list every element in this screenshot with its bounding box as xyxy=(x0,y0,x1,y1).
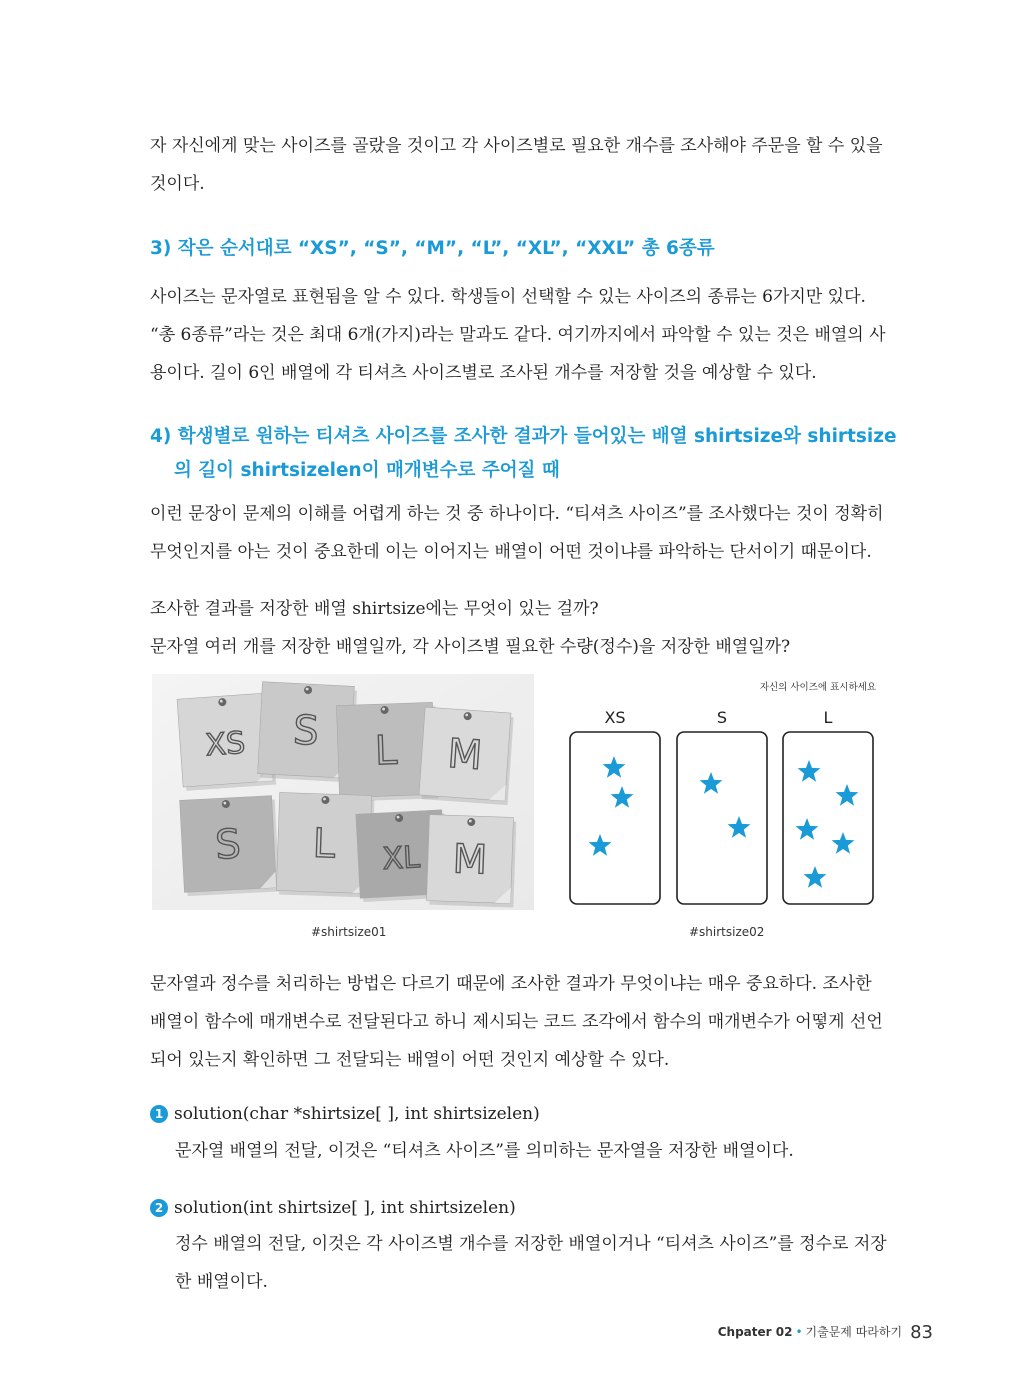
sticky-note xyxy=(180,795,280,896)
size-column-label: L xyxy=(823,708,833,727)
diagram-caption: #shirtsize02 xyxy=(689,925,765,939)
size-column-label: XS xyxy=(604,708,626,727)
section-3-paragraph xyxy=(150,278,900,392)
size-box xyxy=(677,732,767,904)
item-2-description xyxy=(175,1225,905,1301)
item-2-number-badge: 2 xyxy=(150,1199,168,1217)
photo-caption: #shirtsize01 xyxy=(311,925,387,939)
sticky-note-label: L xyxy=(312,820,336,868)
item-1-number-badge: 1 xyxy=(150,1105,168,1123)
section-4-paragraph xyxy=(150,495,900,571)
sticky-note xyxy=(426,815,516,908)
footer-separator: • xyxy=(795,1325,803,1339)
item-2-signature xyxy=(150,1193,516,1223)
sticky-notes-photo xyxy=(152,674,534,910)
sticky-note-label: M xyxy=(446,730,484,780)
section-3-heading: 3) 작은 순서대로 “XS”, “S”, “M”, “L”, “XL”, “XXL” 총 6종류 xyxy=(150,238,715,259)
sticky-note-label: L xyxy=(374,727,398,775)
size-column xyxy=(677,708,767,904)
explanation-line-1: 문자열과 정수를 처리하는 방법은 다르기 때문에 조사한 결과가 무엇이냐는 매우 중요하다. 조사한 xyxy=(150,974,872,994)
section-4-questions xyxy=(150,590,900,666)
item-1-code: solution(char *shirtsize[ ], int shirtsizelen) xyxy=(174,1104,540,1124)
item-2-desc-line-2: 한 배열이다. xyxy=(175,1272,268,1292)
size-column xyxy=(783,708,873,904)
question-line-2: 문자열 여러 개를 저장한 배열일까, 각 사이즈별 필요한 수량(정수)을 저장한 배열일까? xyxy=(150,637,791,657)
item-2-code: solution(int shirtsize[ ], int shirtsizelen) xyxy=(174,1198,516,1218)
sticky-note xyxy=(419,707,514,805)
size-selection-diagram xyxy=(556,676,901,908)
section-4-heading-line-2: 의 길이 shirtsizelen이 매개변수로 주어질 때 xyxy=(174,460,560,481)
section-4-heading xyxy=(150,420,910,488)
item-1-description: 문자열 배열의 전달, 이것은 “티셔츠 사이즈”를 의미하는 문자열을 저장한 배열이다. xyxy=(175,1141,794,1161)
section-4-line-2: 무엇인지를 아는 것이 중요한데 이는 이어지는 배열이 어떤 것이냐를 파악하는 단서이기 때문이다. xyxy=(150,542,872,562)
sticky-note-label: XL xyxy=(381,840,421,877)
size-box xyxy=(783,732,873,904)
intro-line-1: 자 자신에게 맞는 사이즈를 골랐을 것이고 각 사이즈별로 필요한 개수를 조사해야 주문을 할 수 있을 xyxy=(150,136,883,156)
diagram-title: 자신의 사이즈에 표시하세요 xyxy=(759,682,876,693)
size-column-label: S xyxy=(716,708,728,727)
footer-section: 기출문제 따라하기 xyxy=(805,1325,903,1339)
sticky-note-label: M xyxy=(451,836,489,884)
page-footer xyxy=(718,1322,933,1343)
sticky-note-label: XS xyxy=(204,725,247,764)
explanation-line-3: 되어 있는지 확인하면 그 전달되는 배열이 어떤 것인지 예상할 수 있다. xyxy=(150,1050,670,1070)
intro-line-2: 것이다. xyxy=(150,174,205,194)
item-1-signature xyxy=(150,1099,540,1129)
explanation-paragraph xyxy=(150,965,900,1079)
section-3-line-1: 사이즈는 문자열로 표현됨을 알 수 있다. 학생들이 선택할 수 있는 사이즈의 종류는 6가지만 있다. xyxy=(150,287,866,307)
size-box xyxy=(570,732,660,904)
footer-chapter: Chpater 02 xyxy=(717,1325,793,1339)
section-3-line-3: 용이다. 길이 6인 배열에 각 티셔츠 사이즈별로 조사된 개수를 저장할 것을 예상할 수 있다. xyxy=(150,363,817,383)
section-3-line-2: “총 6종류”라는 것은 최대 6개(가지)라는 말과도 같다. 여기까지에서 파악할 수 있는 것은 배열의 사 xyxy=(150,325,886,345)
question-line-1: 조사한 결과를 저장한 배열 shirtsize에는 무엇이 있는 걸까? xyxy=(150,599,599,619)
item-2-desc-line-1: 정수 배열의 전달, 이것은 각 사이즈별 개수를 저장한 배열이거나 “티셔츠 사이즈”를 정수로 저장 xyxy=(175,1234,887,1254)
intro-paragraph xyxy=(150,127,900,203)
section-4-line-1: 이런 문장이 문제의 이해를 어렵게 하는 것 중 하나이다. “티셔츠 사이즈”를 조사했다는 것이 정확히 xyxy=(150,504,884,524)
page-number: 83 xyxy=(910,1322,933,1343)
size-column xyxy=(570,708,660,904)
section-4-heading-line-1: 4) 학생별로 원하는 티셔츠 사이즈를 조사한 결과가 들어있는 배열 shirtsize와 shirtsize xyxy=(150,426,897,447)
sticky-note-label: S xyxy=(214,821,242,869)
sticky-note-label: S xyxy=(292,707,320,755)
explanation-line-2: 배열이 함수에 매개변수로 전달된다고 하니 제시되는 코드 조각에서 함수의 매개변수가 어떻게 선언 xyxy=(150,1012,883,1032)
